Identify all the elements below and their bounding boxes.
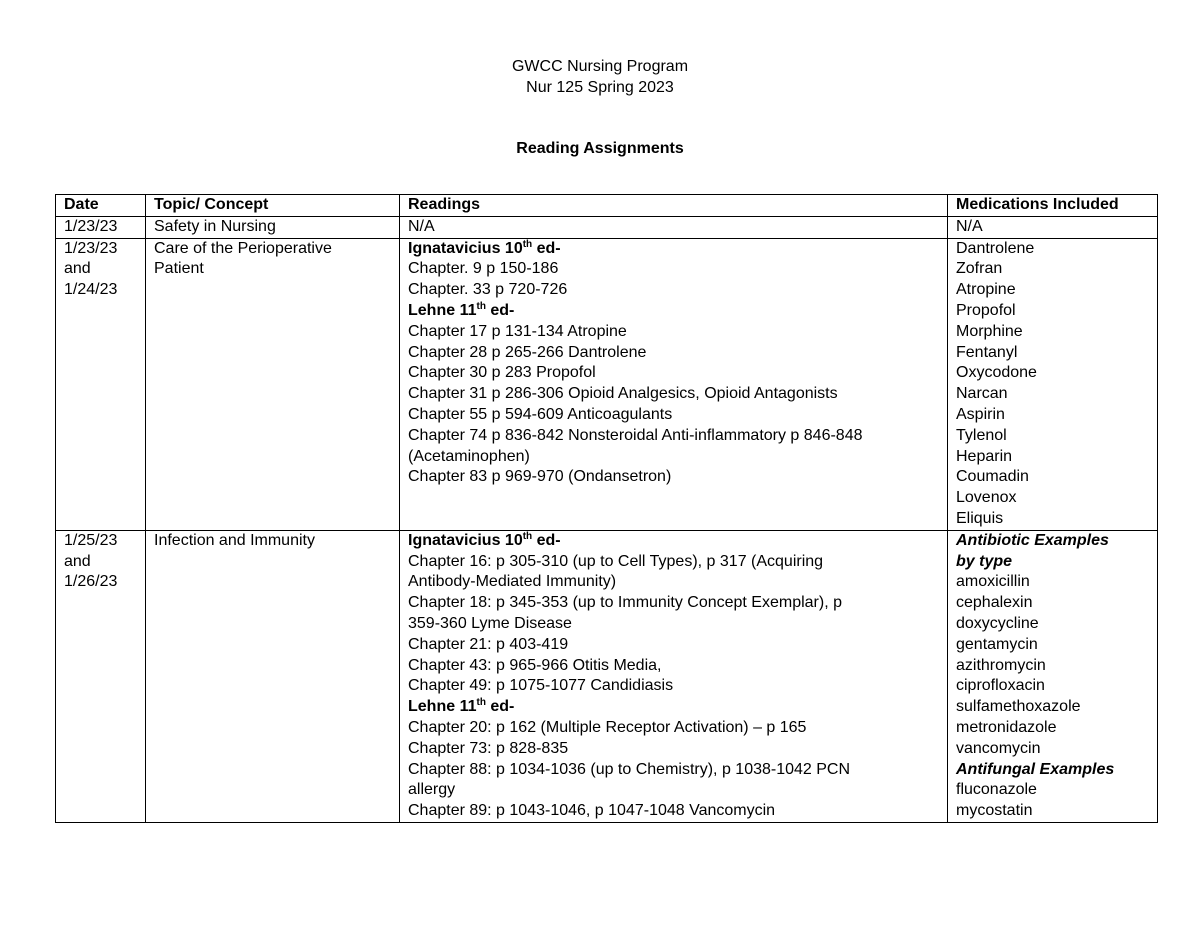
readings-line <box>408 656 943 677</box>
line-text: Chapter 74 p 836-842 Nonsteroidal Anti-inflammatory p 846-848 <box>408 426 863 444</box>
readings-line <box>408 635 943 656</box>
medications-cell <box>948 216 1158 238</box>
medications-line <box>956 405 1153 426</box>
line-text: mycostatin <box>956 802 1033 820</box>
medications-line <box>956 614 1153 635</box>
line-text: Chapter 31 p 286-306 Opioid Analgesics, Opioid Antagonists <box>408 385 838 403</box>
line-text: Chapter 16: p 305-310 (up to Cell Types), p 317 (Acquiring <box>408 552 824 570</box>
readings-cell <box>400 216 948 238</box>
line-text: Chapter 89: p 1043-1046, p 1047-1048 Vancomycin <box>408 802 776 820</box>
medications-line <box>956 301 1153 322</box>
medications-line <box>956 447 1153 468</box>
medications-cell <box>948 238 1158 530</box>
medications-line <box>956 384 1153 405</box>
table-row <box>56 530 1158 822</box>
line-text: cephalexin <box>956 594 1033 612</box>
medications-line <box>956 635 1153 656</box>
medications-line <box>956 676 1153 697</box>
line-text: Narcan <box>956 385 1008 403</box>
line-text: by type <box>956 552 1013 570</box>
readings-line <box>408 760 943 781</box>
medications-line <box>956 363 1153 384</box>
medications-line <box>956 322 1153 343</box>
line-text: azithromycin <box>956 656 1046 674</box>
readings-line <box>408 239 943 260</box>
line-text: Chapter 20: p 162 (Multiple Receptor Activation) – p 165 <box>408 718 807 736</box>
line-text: metronidazole <box>956 718 1057 736</box>
line-suffix: ed- <box>485 301 515 319</box>
line-text: Antibody-Mediated Immunity) <box>408 573 617 591</box>
medications-line <box>956 718 1153 739</box>
table-body <box>56 216 1158 822</box>
line-text: Aspirin <box>956 405 1005 423</box>
line-text: Chapter 30 p 283 Propofol <box>408 364 596 382</box>
table-row <box>56 238 1158 530</box>
date-line: 1/25/23 <box>64 531 118 549</box>
line-text: Ignatavicius 10 <box>408 239 523 257</box>
line-text: Antibiotic Examples <box>956 531 1109 549</box>
line-text: Ignatavicius 10 <box>408 531 523 549</box>
readings-line <box>408 343 943 364</box>
line-text: Lehne 11 <box>408 698 477 716</box>
topic-line: Safety in Nursing <box>154 217 276 235</box>
medications-line <box>956 259 1153 280</box>
line-text: Chapter 43: p 965-966 Otitis Media, <box>408 656 662 674</box>
readings-cell <box>400 238 948 530</box>
readings-line <box>408 447 943 468</box>
line-text: sulfamethoxazole <box>956 698 1081 716</box>
medications-line <box>956 780 1153 801</box>
medications-line <box>956 509 1153 530</box>
line-text: ciprofloxacin <box>956 677 1045 695</box>
readings-cell <box>400 530 948 822</box>
medications-line <box>956 217 1153 238</box>
medications-line <box>956 552 1153 573</box>
line-text: Chapter 55 p 594-609 Anticoagulants <box>408 405 673 423</box>
line-text: Chapter 88: p 1034-1036 (up to Chemistry), p 1038-1042 PCN <box>408 760 851 778</box>
medications-line <box>956 739 1153 760</box>
line-text: N/A <box>956 217 983 235</box>
line-text: (Acetaminophen) <box>408 447 530 465</box>
line-text: Propofol <box>956 301 1016 319</box>
readings-line <box>408 593 943 614</box>
topic-cell <box>146 216 400 238</box>
line-text: Lehne 11 <box>408 301 477 319</box>
date-cell <box>56 530 146 822</box>
line-text: vancomycin <box>956 739 1041 757</box>
date-line: 1/26/23 <box>64 573 118 591</box>
medications-line <box>956 760 1153 781</box>
line-suffix: ed- <box>485 698 515 716</box>
line-text: Chapter. 9 p 150-186 <box>408 260 559 278</box>
program-name: GWCC Nursing Program <box>511 58 689 75</box>
medications-line <box>956 572 1153 593</box>
line-suffix: ed- <box>532 239 561 257</box>
readings-line <box>408 531 943 552</box>
edition-superscript: th <box>522 530 533 542</box>
date-line: and <box>64 260 91 278</box>
table-header-row <box>56 195 1158 217</box>
line-text: Eliquis <box>956 509 1004 527</box>
edition-superscript: th <box>476 697 486 709</box>
readings-line <box>408 780 943 801</box>
line-text: Tylenol <box>956 426 1007 444</box>
line-text: Morphine <box>956 322 1023 340</box>
line-text: Coumadin <box>956 468 1029 486</box>
line-text: Fentanyl <box>956 343 1018 361</box>
readings-line <box>408 718 943 739</box>
line-text: 359-360 Lyme Disease <box>408 614 572 632</box>
medications-line <box>956 343 1153 364</box>
readings-line <box>408 739 943 760</box>
line-suffix: ed- <box>532 531 561 549</box>
date-line: and <box>64 552 91 570</box>
readings-line <box>408 259 943 280</box>
date-line: 1/23/23 <box>64 239 118 257</box>
readings-line <box>408 301 943 322</box>
edition-superscript: th <box>522 238 533 250</box>
topic-line: Care of the Perioperative <box>154 239 332 257</box>
readings-line <box>408 467 943 488</box>
medications-line <box>956 656 1153 677</box>
line-text: Atropine <box>956 281 1016 299</box>
column-header-medications: Medications Included <box>948 195 1158 217</box>
readings-line <box>408 697 943 718</box>
medications-line <box>956 280 1153 301</box>
readings-line <box>408 552 943 573</box>
date-cell <box>56 238 146 530</box>
line-text: Zofran <box>956 260 1003 278</box>
reading-assignments-table <box>55 194 1158 823</box>
medications-line <box>956 488 1153 509</box>
date-line: 1/24/23 <box>64 281 118 299</box>
line-text: Chapter 18: p 345-353 (up to Immunity Concept Exemplar), p <box>408 594 842 612</box>
medications-line <box>956 531 1153 552</box>
readings-line <box>408 426 943 447</box>
medications-cell <box>948 530 1158 822</box>
line-text: Chapter 83 p 969-970 (Ondansetron) <box>408 468 672 486</box>
medications-line <box>956 593 1153 614</box>
line-text: Lovenox <box>956 489 1017 507</box>
topic-line: Infection and Immunity <box>154 531 315 549</box>
medications-line <box>956 239 1153 260</box>
line-text: Heparin <box>956 447 1013 465</box>
date-line: 1/23/23 <box>64 217 118 235</box>
line-text: Chapter 21: p 403-419 <box>408 635 569 653</box>
line-text: N/A <box>408 217 435 235</box>
date-cell <box>56 216 146 238</box>
page-title: Reading Assignments <box>516 140 684 157</box>
medications-line <box>956 801 1153 822</box>
line-text: Chapter 17 p 131-134 Atropine <box>408 322 627 340</box>
line-text: Oxycodone <box>956 364 1037 382</box>
line-text: doxycycline <box>956 614 1039 632</box>
document-header <box>0 56 1200 98</box>
line-text: Chapter 73: p 828-835 <box>408 739 569 757</box>
table-row <box>56 216 1158 238</box>
line-text: Dantrolene <box>956 239 1035 257</box>
line-text: Chapter 28 p 265-266 Dantrolene <box>408 343 647 361</box>
line-text: gentamycin <box>956 635 1038 653</box>
line-text: fluconazole <box>956 781 1037 799</box>
course-term: Nur 125 Spring 2023 <box>526 79 674 96</box>
line-text: amoxicillin <box>956 573 1030 591</box>
topic-cell <box>146 530 400 822</box>
column-header-topic: Topic/ Concept <box>146 195 400 217</box>
topic-cell <box>146 238 400 530</box>
readings-line <box>408 384 943 405</box>
readings-line <box>408 405 943 426</box>
topic-line: Patient <box>154 260 204 278</box>
medications-line <box>956 426 1153 447</box>
line-text: Chapter. 33 p 720-726 <box>408 281 568 299</box>
readings-line <box>408 363 943 384</box>
readings-line <box>408 801 943 822</box>
readings-line <box>408 280 943 301</box>
readings-line <box>408 676 943 697</box>
line-text: Chapter 49: p 1075-1077 Candidiasis <box>408 677 674 695</box>
readings-line <box>408 322 943 343</box>
edition-superscript: th <box>476 300 486 312</box>
column-header-readings: Readings <box>400 195 948 217</box>
line-text: Antifungal Examples <box>956 760 1115 778</box>
medications-line <box>956 467 1153 488</box>
column-header-date: Date <box>56 195 146 217</box>
readings-line <box>408 217 943 238</box>
readings-line <box>408 614 943 635</box>
readings-line <box>408 572 943 593</box>
medications-line <box>956 697 1153 718</box>
line-text: allergy <box>408 781 456 799</box>
